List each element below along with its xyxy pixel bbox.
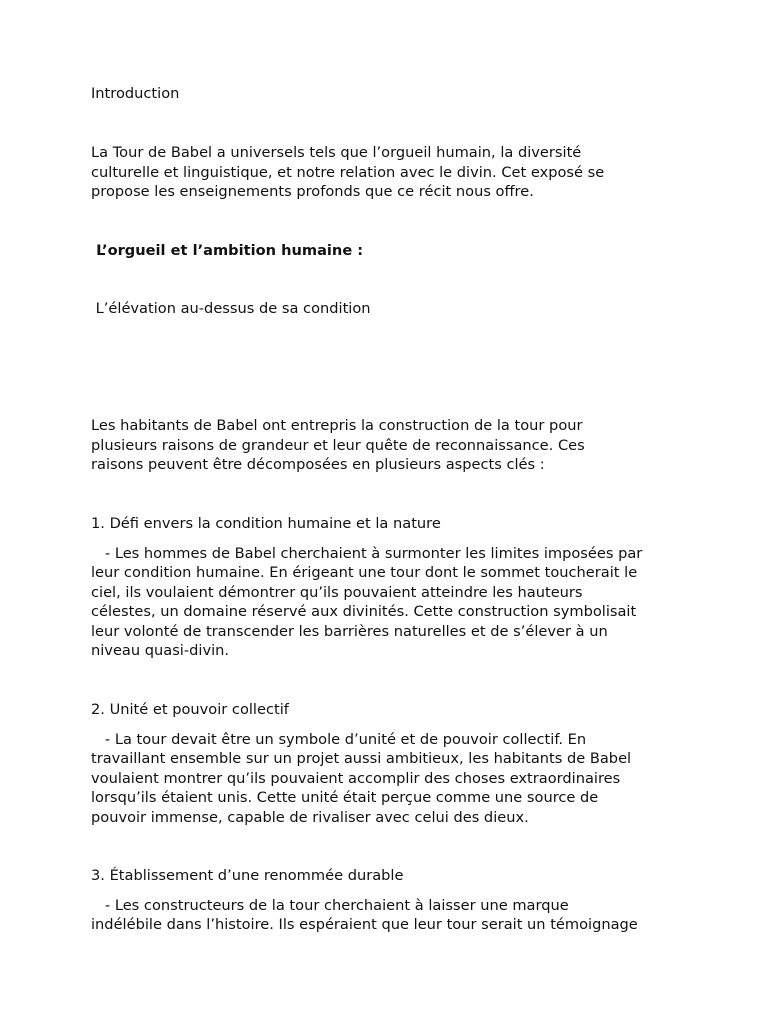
point2-title: 2. Unité et pouvoir collectif	[91, 701, 289, 718]
point3-line-1: - Les constructeurs de la tour cherchaient à laisser une marque	[91, 896, 569, 914]
point1-title: 1. Défi envers la condition humaine et la nature	[91, 515, 441, 532]
point1-line-6: niveau quasi-divin.	[91, 642, 230, 659]
point1-line-1: - Les hommes de Babel cherchaient à surmonter les limites imposées par	[91, 544, 643, 562]
intro-line-2: culturelle et linguistique, et notre relation avec le divin. Cet exposé se	[91, 163, 605, 181]
point2-line-4: lorsqu’ils étaient unis. Cette unité était perçue comme une source de	[91, 789, 599, 806]
intro-heading: Introduction	[91, 85, 180, 102]
para1-line-2: plusieurs raisons de grandeur et leur quête de reconnaissance. Ces	[91, 436, 585, 454]
point2-line-1: - La tour devait être un symbole d’unité et de pouvoir collectif. En	[91, 730, 587, 748]
point3-title: 3. Établissement d’une renommée durable	[91, 867, 404, 884]
intro-line-3: propose les enseignements profonds que ce récit nous offre.	[91, 183, 534, 200]
point3-line-2: indélébile dans l’histoire. Ils espéraient que leur tour serait un témoignage	[91, 916, 638, 933]
point2-line-2: travaillant ensemble sur un projet aussi ambitieux, les habitants de Babel	[91, 750, 632, 767]
intro-line-1: La Tour de Babel a universels tels que l’orgueil humain, la diversité	[91, 144, 582, 161]
para1-line-3: raisons peuvent être décomposées en plusieurs aspects clés :	[91, 456, 545, 473]
point1-line-2: leur condition humaine. En érigeant une tour dont le sommet toucherait le	[91, 564, 638, 581]
point2-line-5: pouvoir immense, capable de rivaliser avec celui des dieux.	[91, 808, 529, 826]
point1-line-3: ciel, ils voulaient démontrer qu’ils pouvaient atteindre les hauteurs	[91, 583, 583, 601]
point1-line-5: leur volonté de transcender les barrières naturelles et de s’élever à un	[91, 622, 608, 640]
point2-line-3: voulaient montrer qu’ils pouvaient accomplir des choses extraordinaires	[91, 769, 621, 787]
point1-line-4: célestes, un domaine réservé aux divinités. Cette construction symbolisait	[91, 603, 637, 620]
section-title: L’orgueil et l’ambition humaine :	[91, 242, 364, 259]
subsection-title: L’élévation au-dessus de sa condition	[91, 300, 371, 317]
para1-line-1: Les habitants de Babel ont entrepris la construction de la tour pour	[91, 417, 583, 434]
